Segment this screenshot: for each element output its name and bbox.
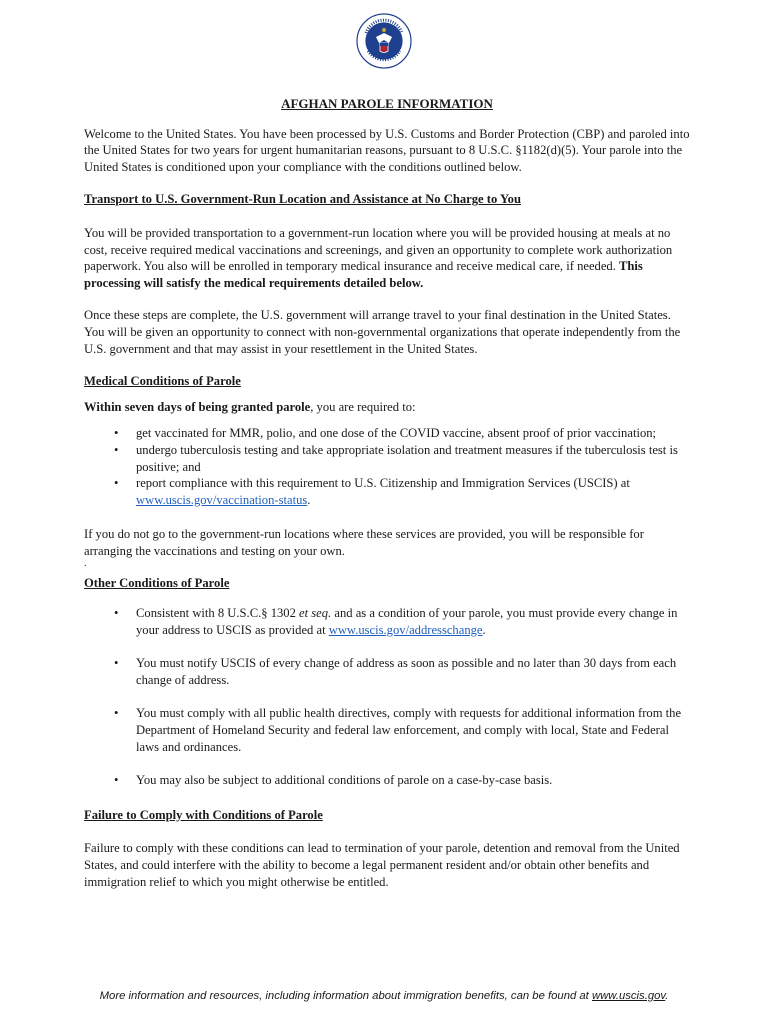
list-item-text: You must notify USCIS of every change of address as soon as possible and no later than 30 days from each change of address. xyxy=(136,656,677,687)
transport-heading: Transport to U.S. Government-Run Location and Assistance at No Charge to You xyxy=(84,192,521,207)
list-item-text: undergo tuberculosis testing and take appropriate isolation and treatment measures if the tuberculosis test is positive; and xyxy=(136,442,678,474)
list-item-end: . xyxy=(307,492,311,507)
transport-bold-text: This processing will satisfy the medical requirements detailed below. xyxy=(84,259,643,290)
medical-after-paragraph: If you do not go to the government-run locations where these services are provided, you will be responsible for arranging the vaccinations and testing on your own. xyxy=(84,527,644,558)
list-item-text-cont: and as a condition of your parole, you must provide every change in your address to USCIS as provided at xyxy=(136,606,678,637)
et-seq-italic: et seq. xyxy=(299,606,332,621)
transport-paragraph-2: Once these steps are complete, the U.S. government will arrange travel to your final destination in the United States. You will be given an opportunity to connect with non-governmental organizations that operate independently from the U.S. government and that may assist in your resettlement in the United States. xyxy=(84,308,681,356)
bullet-icon: • xyxy=(114,476,119,491)
list-item-text: Consistent with 8 U.S.C.§ 1302 xyxy=(136,606,300,621)
failure-paragraph: Failure to comply with these conditions can lead to termination of your parole, detention and removal from the United States, and could interfere with the ability to become a legal permanent resident and/or obtain other benefits and immigration relief to which you might otherwise be entitled. xyxy=(84,841,680,889)
list-item xyxy=(84,442,690,475)
bullet-icon: • xyxy=(114,706,119,721)
vaccination-status-link[interactable]: www.uscis.gov/vaccination-status xyxy=(136,492,308,507)
list-item xyxy=(84,475,690,508)
other-heading: Other Conditions of Parole xyxy=(84,576,230,591)
medical-heading: Medical Conditions of Parole xyxy=(84,374,241,389)
address-change-link[interactable]: www.uscis.gov/addresschange xyxy=(328,622,483,637)
failure-heading: Failure to Comply with Conditions of Parole xyxy=(84,807,323,822)
list-item xyxy=(84,772,690,789)
document-body xyxy=(84,96,690,890)
bullet-icon: • xyxy=(114,656,119,671)
list-item-text: You may also be subject to additional conditions of parole on a case-by-case basis. xyxy=(136,773,553,788)
list-item-text: You must comply with all public health directives, comply with requests for additional information from the Department of Homeland Security and federal law enforcement, and comply with local, State and Federal laws and ordinances. xyxy=(136,706,682,754)
medical-lead-bold: Within seven days of being granted parole xyxy=(84,399,311,414)
dhs-seal-icon xyxy=(356,13,412,69)
transport-paragraph xyxy=(84,225,690,291)
other-conditions-list xyxy=(84,605,690,789)
stray-period: . xyxy=(84,558,87,570)
bullet-icon: • xyxy=(114,426,119,441)
footer-note xyxy=(0,990,768,1002)
list-item xyxy=(84,705,690,755)
footer-text: More information and resources, including information about immigration benefits, can be found at xyxy=(99,990,592,1002)
intro-paragraph: Welcome to the United States. You have been processed by U.S. Customs and Border Protection (CBP) and paroled into the United States for two years for urgent humanitarian reasons, pursuant to 8 U.S.C. §1182(d)(5). Your parole into the United States is conditioned upon your compliance with the conditions outlined below. xyxy=(84,126,690,174)
list-item xyxy=(84,425,690,442)
transport-text: You will be provided transportation to a government-run location where you will be provided housing at meals at no cost, receive required medical vaccinations and screenings, and given an opportunity to complete work authorization paperwork. You also will be enrolled in temporary medical insurance and receive medical care, if needed. xyxy=(84,225,673,274)
uscis-link[interactable]: www.uscis.gov xyxy=(591,990,666,1002)
bullet-icon: • xyxy=(114,773,119,788)
list-item-end: . xyxy=(482,622,486,637)
list-item xyxy=(84,655,690,688)
medical-lead-rest: , you are required to: xyxy=(310,399,416,414)
list-item-text: get vaccinated for MMR, polio, and one dose of the COVID vaccine, absent proof of prior vaccination; xyxy=(136,426,657,441)
bullet-icon: • xyxy=(114,606,119,621)
bullet-icon: • xyxy=(114,442,119,457)
medical-lead xyxy=(84,399,690,416)
list-item xyxy=(84,605,690,638)
page-title: AFGHAN PAROLE INFORMATION xyxy=(281,96,493,111)
footer-end: . xyxy=(665,990,669,1002)
list-item-text: report compliance with this requirement to U.S. Citizenship and Immigration Services (USCIS) at xyxy=(136,476,630,491)
medical-list xyxy=(84,425,690,508)
